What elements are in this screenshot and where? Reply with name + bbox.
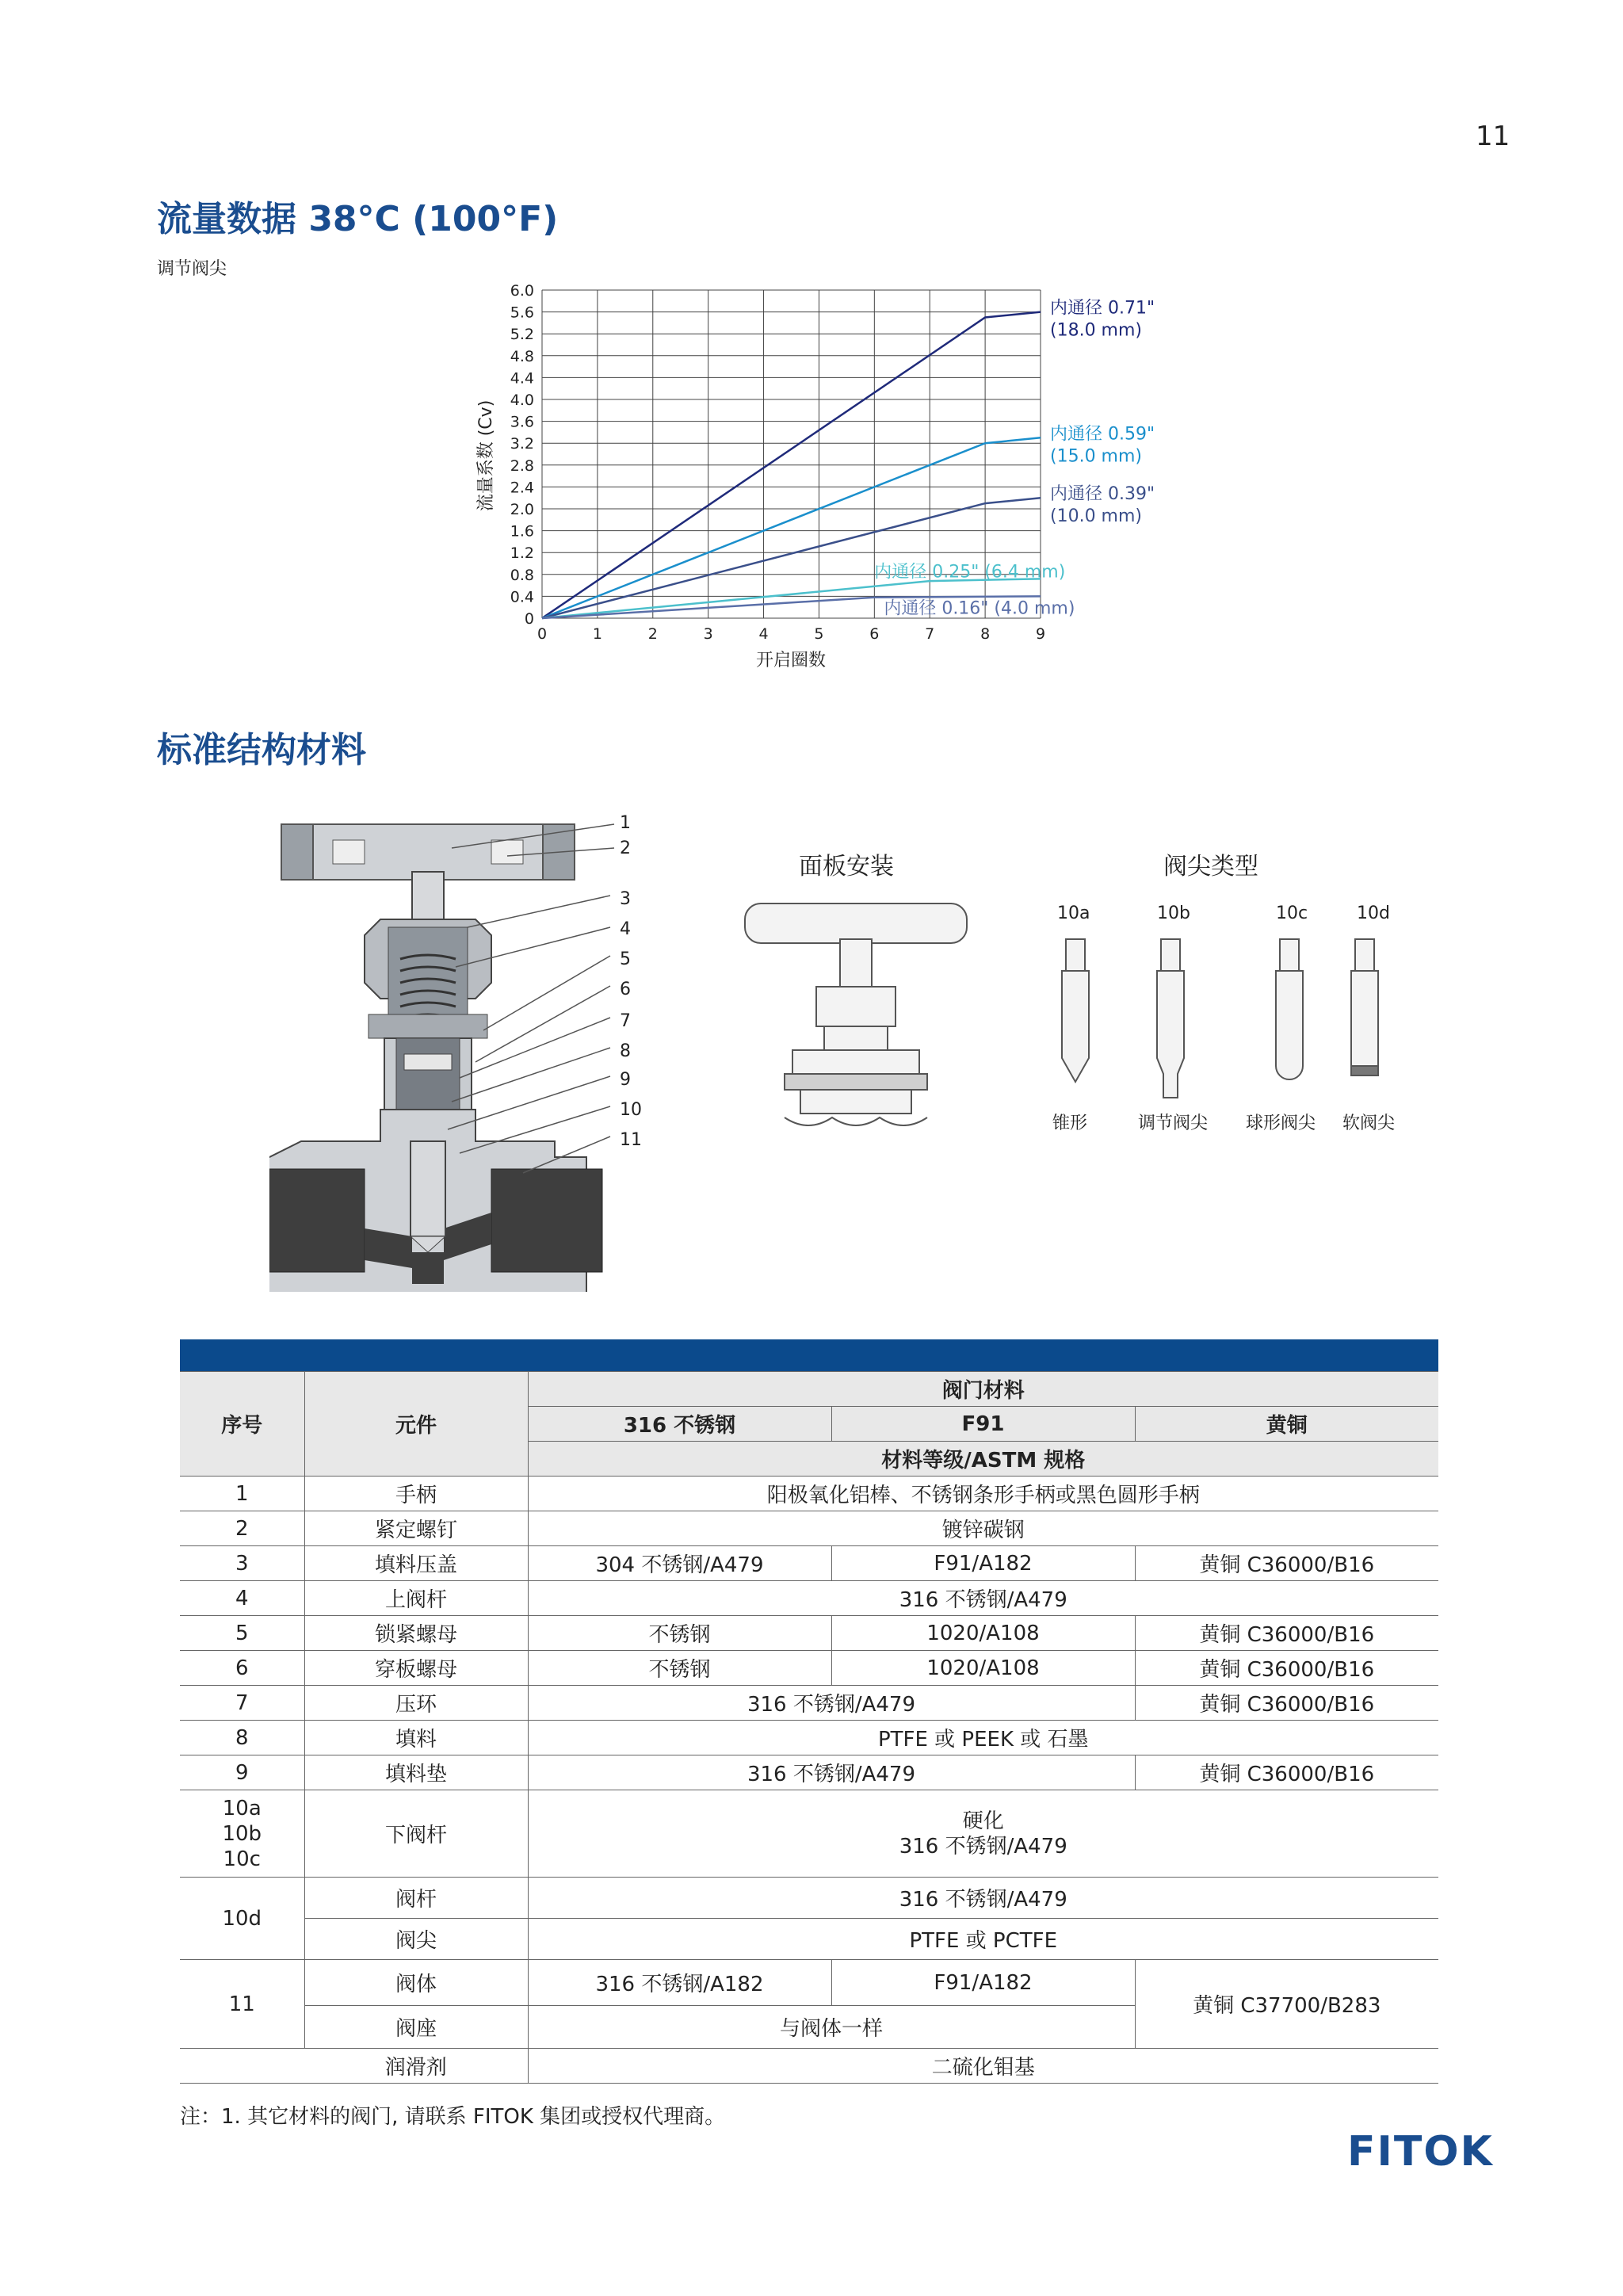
y-tick-label: 3.2 bbox=[510, 435, 534, 453]
tip-10d-id: 10d bbox=[1357, 904, 1390, 923]
callout-4: 4 bbox=[620, 919, 631, 939]
row-seq: 1 bbox=[180, 1477, 304, 1511]
row-seq: 5 bbox=[180, 1616, 304, 1651]
x-tick-label: 7 bbox=[925, 625, 935, 643]
callout-9: 9 bbox=[620, 1070, 631, 1090]
callout-1: 1 bbox=[620, 813, 631, 833]
callout-8: 8 bbox=[620, 1041, 631, 1061]
row-seq bbox=[180, 1790, 304, 1878]
table-row bbox=[180, 1878, 1438, 1919]
y-axis-label: 流量系数 (Cv) bbox=[476, 399, 496, 512]
tip-types-title: 阀尖类型 bbox=[1163, 853, 1258, 881]
callout-6: 6 bbox=[620, 980, 631, 999]
row-part: 阀杆 bbox=[304, 1878, 528, 1919]
row-material-line1: 硬化 bbox=[962, 1809, 1004, 1833]
row-material: 阳极氧化铝棒、不锈钢条形手柄或黑色圆形手柄 bbox=[528, 1477, 1438, 1511]
valve-cross-section bbox=[269, 800, 713, 1292]
table-row bbox=[180, 1616, 1438, 1651]
x-tick-label: 0 bbox=[537, 625, 548, 643]
table-row bbox=[180, 1960, 1438, 2006]
row-material-316-f91: 316 不锈钢/A479 bbox=[528, 1686, 1135, 1721]
chart-subtitle: 调节阀尖 bbox=[157, 259, 227, 279]
y-tick-label: 4.0 bbox=[510, 392, 534, 409]
row-seq-10a: 10a bbox=[222, 1796, 262, 1820]
row-material: 镀锌碳钢 bbox=[528, 1511, 1438, 1546]
row-material-brass: 黄铜 C36000/B16 bbox=[1135, 1616, 1438, 1651]
row-seq: 6 bbox=[180, 1651, 304, 1686]
row-material-line2: 316 不锈钢/A479 bbox=[899, 1834, 1067, 1859]
row-seq bbox=[180, 2049, 304, 2084]
x-axis-label: 开启圈数 bbox=[755, 651, 827, 670]
x-tick-label: 6 bbox=[869, 625, 880, 643]
x-tick-label: 1 bbox=[592, 625, 602, 643]
mat-f91-header: F91 bbox=[831, 1407, 1135, 1442]
y-tick-label: 6.0 bbox=[510, 282, 534, 300]
x-tick-label: 4 bbox=[758, 625, 769, 643]
y-tick-label: 0.8 bbox=[510, 566, 534, 584]
footnote: 注：1. 其它材料的阀门, 请联系 FITOK 集团或授权代理商。 bbox=[180, 2105, 726, 2129]
col-seq-header: 序号 bbox=[180, 1372, 304, 1477]
row-material-316-f91: 与阀体一样 bbox=[528, 2006, 1135, 2049]
row-part: 阀座 bbox=[304, 2006, 528, 2049]
tip-10b-id: 10b bbox=[1157, 904, 1190, 923]
x-tick-label: 9 bbox=[1035, 625, 1046, 643]
row-part: 压环 bbox=[304, 1686, 528, 1721]
callout-3: 3 bbox=[620, 889, 631, 909]
row-material-brass: 黄铜 C37700/B283 bbox=[1135, 1960, 1438, 2049]
mat-brass-header: 黄铜 bbox=[1135, 1407, 1438, 1442]
series-label-line2: (15.0 mm) bbox=[1050, 446, 1143, 467]
row-part: 穿板螺母 bbox=[304, 1651, 528, 1686]
row-part: 下阀杆 bbox=[304, 1790, 528, 1878]
table-row bbox=[180, 1546, 1438, 1581]
y-tick-label: 4.4 bbox=[510, 369, 534, 388]
row-material: 316 不锈钢/A479 bbox=[528, 1878, 1438, 1919]
row-part: 手柄 bbox=[304, 1477, 528, 1511]
y-tick-label: 4.8 bbox=[510, 347, 534, 365]
callout-11: 11 bbox=[620, 1130, 642, 1150]
row-material-316: 304 不锈钢/A479 bbox=[528, 1546, 831, 1581]
row-material-brass: 黄铜 C36000/B16 bbox=[1135, 1546, 1438, 1581]
series-label: 内通径 0.39" bbox=[1050, 484, 1155, 505]
grade-header: 材料等级/ASTM 规格 bbox=[528, 1442, 1438, 1477]
y-tick-label: 5.2 bbox=[510, 326, 534, 344]
row-material-316: 不锈钢 bbox=[528, 1651, 831, 1686]
y-tick-labels bbox=[510, 282, 534, 628]
row-part: 填料 bbox=[304, 1721, 528, 1755]
row-part: 阀体 bbox=[304, 1960, 528, 2006]
table-row bbox=[180, 1721, 1438, 1755]
callout-7: 7 bbox=[620, 1011, 631, 1031]
x-tick-label: 3 bbox=[703, 625, 713, 643]
row-material-f91: 1020/A108 bbox=[831, 1616, 1135, 1651]
table-header-bar bbox=[180, 1339, 1438, 1371]
panel-mount-title: 面板安装 bbox=[799, 853, 894, 881]
row-seq-10b: 10b bbox=[222, 1821, 262, 1846]
col-material-header: 阀门材料 bbox=[528, 1372, 1438, 1407]
table-row bbox=[180, 1755, 1438, 1790]
row-material bbox=[528, 1790, 1438, 1878]
row-seq: 7 bbox=[180, 1686, 304, 1721]
tip-10a-id: 10a bbox=[1057, 904, 1090, 923]
y-tick-label: 2.4 bbox=[510, 479, 534, 497]
x-tick-label: 8 bbox=[980, 625, 991, 643]
row-material: PTFE 或 PCTFE bbox=[528, 1919, 1438, 1960]
series-labels bbox=[874, 299, 1155, 619]
row-material-316-f91: 316 不锈钢/A479 bbox=[528, 1755, 1135, 1790]
series-label-line2: (10.0 mm) bbox=[1050, 506, 1143, 527]
table-row bbox=[180, 1511, 1438, 1546]
series-label: 内通径 0.16" (4.0 mm) bbox=[884, 598, 1075, 619]
table-row bbox=[180, 1919, 1438, 1960]
y-tick-label: 0.4 bbox=[510, 588, 534, 606]
table-row bbox=[180, 1790, 1438, 1878]
x-tick-label: 2 bbox=[647, 625, 658, 643]
row-seq: 9 bbox=[180, 1755, 304, 1790]
row-material-brass: 黄铜 C36000/B16 bbox=[1135, 1651, 1438, 1686]
row-part: 上阀杆 bbox=[304, 1581, 528, 1616]
row-part: 锁紧螺母 bbox=[304, 1616, 528, 1651]
row-material-316: 不锈钢 bbox=[528, 1616, 831, 1651]
y-tick-label: 1.2 bbox=[510, 544, 534, 563]
row-material-f91: F91/A182 bbox=[831, 1960, 1135, 2006]
row-part: 润滑剂 bbox=[304, 2049, 528, 2084]
flow-chart bbox=[460, 277, 1173, 682]
row-material-brass: 黄铜 C36000/B16 bbox=[1135, 1686, 1438, 1721]
tip-types-illustration bbox=[1046, 931, 1411, 1106]
table-row bbox=[180, 1686, 1438, 1721]
tip-10a-name: 锥形 bbox=[1052, 1114, 1088, 1133]
callout-10: 10 bbox=[620, 1100, 642, 1120]
y-tick-label: 2.0 bbox=[510, 501, 534, 518]
y-tick-label: 2.8 bbox=[510, 457, 534, 475]
row-part: 阀尖 bbox=[304, 1919, 528, 1960]
row-material-f91: F91/A182 bbox=[831, 1546, 1135, 1581]
row-material-f91: 1020/A108 bbox=[831, 1651, 1135, 1686]
series-label: 内通径 0.25" (6.4 mm) bbox=[874, 562, 1066, 583]
callout-5: 5 bbox=[620, 949, 631, 969]
fitok-logo: FITOK bbox=[1347, 2128, 1494, 2176]
series-label: 内通径 0.59" bbox=[1050, 424, 1155, 445]
section-title-materials: 标准结构材料 bbox=[157, 730, 366, 770]
row-seq: 2 bbox=[180, 1511, 304, 1546]
series-label: 内通径 0.71" bbox=[1050, 298, 1155, 319]
x-tick-labels bbox=[537, 625, 1045, 643]
y-tick-label: 0 bbox=[524, 610, 534, 628]
row-seq: 3 bbox=[180, 1546, 304, 1581]
row-seq: 10d bbox=[180, 1878, 304, 1960]
materials-table bbox=[180, 1339, 1438, 2084]
page-number: 11 bbox=[1476, 120, 1510, 152]
table-row bbox=[180, 1581, 1438, 1616]
row-seq: 4 bbox=[180, 1581, 304, 1616]
table-row bbox=[180, 2049, 1438, 2084]
row-seq: 11 bbox=[180, 1960, 304, 2049]
tip-10d-name: 软阀尖 bbox=[1342, 1114, 1396, 1133]
x-tick-label: 5 bbox=[814, 625, 824, 643]
row-part: 填料垫 bbox=[304, 1755, 528, 1790]
row-seq-10c: 10c bbox=[223, 1847, 261, 1871]
y-tick-label: 5.6 bbox=[510, 304, 534, 322]
callout-2: 2 bbox=[620, 839, 631, 858]
row-part: 紧定螺钉 bbox=[304, 1511, 528, 1546]
col-part-header: 元件 bbox=[304, 1372, 528, 1477]
row-part: 填料压盖 bbox=[304, 1546, 528, 1581]
row-material-brass: 黄铜 C36000/B16 bbox=[1135, 1755, 1438, 1790]
table-row bbox=[180, 1651, 1438, 1686]
row-seq: 8 bbox=[180, 1721, 304, 1755]
table-row bbox=[180, 1477, 1438, 1511]
section-title-flow: 流量数据 38°C (100°F) bbox=[157, 199, 559, 239]
series-label-line2: (18.0 mm) bbox=[1050, 320, 1143, 341]
row-material: 316 不锈钢/A479 bbox=[528, 1581, 1438, 1616]
panel-mount-illustration bbox=[737, 896, 975, 1149]
tip-10c-id: 10c bbox=[1276, 904, 1308, 923]
tip-10b-name: 调节阀尖 bbox=[1138, 1114, 1209, 1133]
y-tick-label: 1.6 bbox=[510, 522, 534, 541]
row-material: 二硫化钼基 bbox=[528, 2049, 1438, 2084]
row-material-316: 316 不锈钢/A182 bbox=[528, 1960, 831, 2006]
y-tick-label: 3.6 bbox=[510, 413, 534, 431]
mat-316-header: 316 不锈钢 bbox=[528, 1407, 831, 1442]
row-material: PTFE 或 PEEK 或 石墨 bbox=[528, 1721, 1438, 1755]
tip-10c-name: 球形阀尖 bbox=[1246, 1114, 1316, 1133]
